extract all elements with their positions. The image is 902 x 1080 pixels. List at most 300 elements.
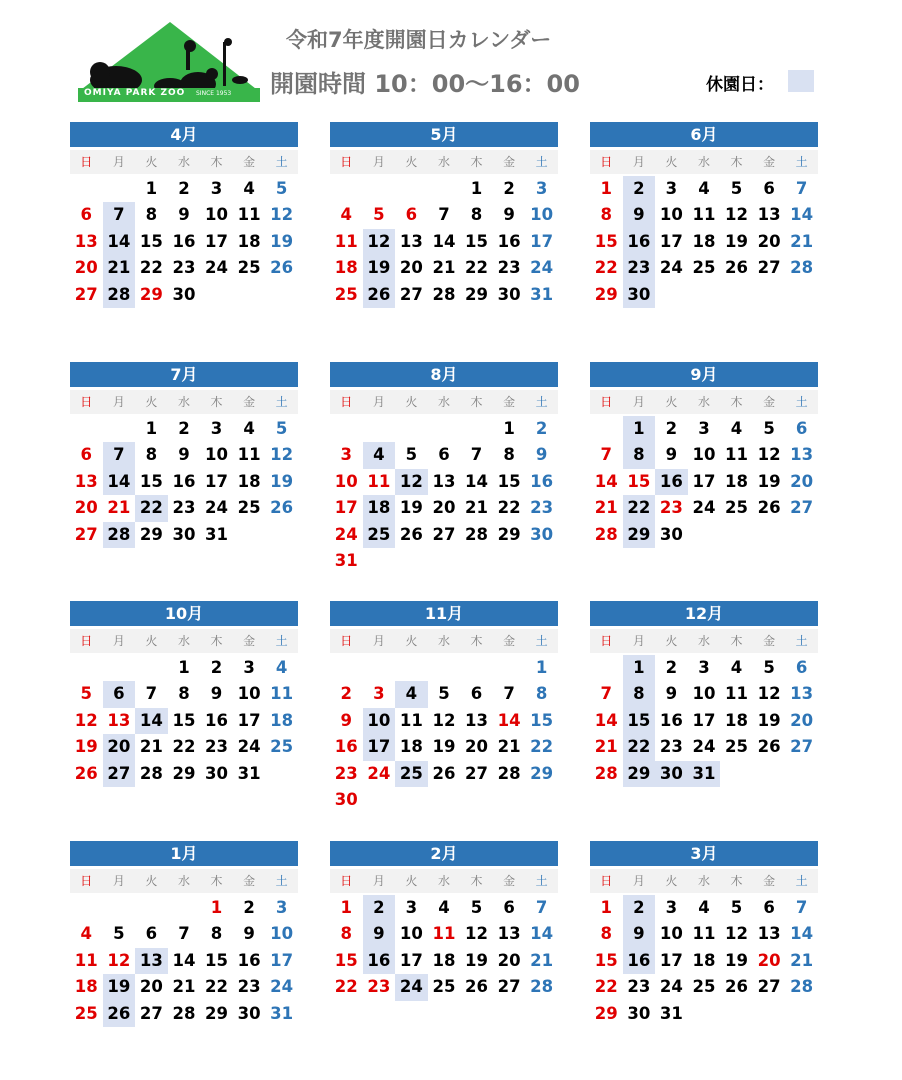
day-cell: 4 [438,898,450,917]
weekday-row [330,869,558,893]
day-cell: 12 [432,710,456,730]
day-cell: 10 [659,924,683,944]
weekday-label: 金 [503,874,516,888]
empty-cell [428,655,461,681]
day-cell: 27 [497,977,521,997]
closed-day-cell: 22 [623,734,656,760]
day-cell: 3 [665,179,678,198]
day-cell: 5 [438,684,450,704]
day-cell: 26 [270,498,294,518]
day-cell: 16 [497,231,521,251]
day-cell: 18 [432,950,456,970]
closed-day-cell: 26 [363,282,396,308]
day-cell: 3 [535,179,548,198]
day-cell: 28 [139,763,163,783]
day-cell: 4 [243,179,255,198]
day-cell: 2 [243,898,255,917]
day-cell: 17 [530,231,554,251]
day-cell: 1 [145,179,158,198]
weekday-label: 土 [795,395,808,409]
month-header: 4月 [70,122,298,147]
day-cell: 1 [178,658,190,677]
day-cell: 9 [340,710,353,730]
day-cell: 24 [659,977,683,997]
day-cell: 25 [334,284,358,304]
day-cell: 16 [659,710,683,730]
day-cell: 22 [497,498,521,518]
day-cell: 25 [725,498,749,518]
empty-cell [395,416,428,442]
day-cell: 24 [205,258,229,278]
day-cell: 14 [790,205,814,225]
weekday-label: 月 [112,634,125,648]
month-block [330,122,558,308]
weekday-label: 月 [632,395,645,409]
weekday-label: 火 [145,155,158,169]
day-cell: 19 [757,710,781,730]
day-cell: 7 [145,684,158,704]
closed-day-cell: 17 [363,734,396,760]
weekday-label: 日 [80,634,93,648]
day-cell: 17 [659,950,683,970]
weekday-label: 水 [177,155,190,169]
weekday-label: 月 [632,634,645,648]
closed-day-cell: 22 [135,495,168,521]
day-cell: 17 [334,498,358,518]
empty-cell [70,416,103,442]
day-cell: 28 [790,977,814,997]
day-cell: 29 [172,763,196,783]
day-cell: 20 [790,710,814,730]
weekday-row [590,150,818,174]
day-cell: 12 [270,205,294,225]
day-cell: 14 [172,950,196,970]
day-cell: 17 [205,231,229,251]
closed-day-cell: 7 [103,202,136,228]
day-cell: 24 [692,737,716,757]
day-cell: 5 [730,179,743,198]
day-cell: 19 [399,498,423,518]
closed-day-swatch [788,70,814,92]
weekday-label: 月 [112,874,125,888]
weekday-label: 金 [243,155,256,169]
day-cell: 25 [692,977,716,997]
empty-cell [70,655,103,681]
day-cell: 2 [178,419,190,438]
day-grid [590,176,818,308]
day-cell: 29 [205,1003,229,1023]
weekday-label: 金 [763,874,776,888]
day-grid [330,655,558,813]
day-cell: 11 [334,231,358,251]
day-cell: 4 [275,658,288,677]
day-cell: 20 [497,950,521,970]
empty-cell [135,655,168,681]
day-cell: 2 [178,179,190,198]
day-cell: 22 [465,258,489,278]
month-header: 8月 [330,362,558,387]
day-cell: 25 [237,258,261,278]
weekday-row [330,150,558,174]
day-cell: 21 [790,950,814,970]
day-cell: 6 [470,684,483,704]
day-cell: 18 [399,737,423,757]
day-cell: 15 [205,950,229,970]
empty-cell [428,416,461,442]
closed-day-cell: 16 [363,948,396,974]
day-cell: 15 [139,471,163,491]
day-cell: 10 [334,471,358,491]
weekday-label: 土 [535,874,548,888]
weekday-label: 火 [145,395,158,409]
closed-day-cell: 29 [623,522,656,548]
closed-day-cell: 12 [363,229,396,255]
day-cell: 3 [405,898,418,917]
day-cell: 24 [692,498,716,518]
empty-cell [363,176,396,202]
day-cell: 3 [373,684,385,704]
weekday-label: 木 [470,155,483,169]
weekday-label: 土 [795,155,808,169]
day-cell: 15 [465,231,489,251]
day-cell: 11 [399,710,423,730]
day-cell: 23 [205,737,229,757]
month-block [590,362,818,548]
empty-cell [363,655,396,681]
day-cell: 30 [334,789,358,809]
weekday-row [330,390,558,414]
weekday-label: 水 [177,395,190,409]
day-cell: 18 [692,231,716,251]
day-cell: 26 [399,524,423,544]
closed-day-cell: 31 [688,761,721,787]
empty-cell [590,655,623,681]
closed-day-cell: 9 [363,921,396,947]
day-cell: 17 [399,950,423,970]
closed-day-cell: 1 [623,655,656,681]
month-block [70,362,298,548]
closed-day-cell: 10 [363,708,396,734]
day-cell: 23 [367,977,391,997]
day-cell: 13 [432,471,456,491]
day-cell: 7 [178,924,190,944]
weekday-row [70,150,298,174]
day-cell: 15 [594,231,618,251]
day-cell: 20 [790,471,814,491]
weekday-label: 日 [340,634,353,648]
day-cell: 9 [503,205,515,225]
day-cell: 21 [432,258,456,278]
day-cell: 24 [237,737,261,757]
empty-cell [103,655,136,681]
weekday-label: 水 [177,634,190,648]
day-cell: 22 [594,258,618,278]
day-cell: 6 [795,419,808,438]
month-header: 11月 [330,601,558,626]
weekday-label: 月 [112,155,125,169]
weekday-label: 土 [535,395,548,409]
closed-day-cell: 25 [395,761,428,787]
day-cell: 15 [334,950,358,970]
day-cell: 10 [530,205,554,225]
day-cell: 19 [725,231,749,251]
day-cell: 2 [340,684,353,704]
closed-day-cell: 30 [655,761,688,787]
empty-cell [103,176,136,202]
day-cell: 4 [698,179,710,198]
day-cell: 14 [594,471,618,491]
day-cell: 14 [790,924,814,944]
day-cell: 4 [730,419,743,438]
day-cell: 30 [237,1003,261,1023]
day-cell: 1 [600,898,613,917]
day-cell: 30 [659,524,683,544]
day-cell: 13 [790,445,814,465]
day-cell: 1 [340,898,353,917]
weekday-row [70,629,298,653]
day-cell: 19 [74,737,98,757]
weekday-label: 木 [470,395,483,409]
day-cell: 3 [340,445,353,465]
weekday-label: 月 [112,395,125,409]
empty-cell [460,416,493,442]
day-cell: 14 [432,231,456,251]
empty-cell [330,176,363,202]
day-cell: 23 [659,737,683,757]
closed-day-cell: 16 [623,229,656,255]
day-cell: 30 [172,284,196,304]
day-cell: 30 [530,524,554,544]
calendar-title: 令和7年度開園日カレンダー [286,28,552,52]
day-cell: 26 [465,977,489,997]
day-cell: 2 [665,419,678,438]
day-cell: 21 [790,231,814,251]
day-cell: 25 [432,977,456,997]
day-cell: 5 [80,684,93,704]
day-cell: 18 [237,471,261,491]
day-grid [330,416,558,574]
day-cell: 3 [665,898,678,917]
weekday-label: 水 [437,874,450,888]
day-cell: 19 [270,471,294,491]
day-cell: 12 [725,924,749,944]
day-cell: 16 [334,737,358,757]
closed-day-cell: 15 [623,708,656,734]
day-cell: 8 [600,205,613,225]
day-cell: 20 [465,737,489,757]
day-cell: 8 [145,445,158,465]
weekday-label: 木 [470,874,483,888]
day-cell: 23 [172,498,196,518]
day-cell: 2 [665,658,678,677]
day-cell: 13 [399,231,423,251]
day-cell: 9 [178,205,190,225]
month-header: 3月 [590,841,818,866]
weekday-row [330,629,558,653]
closed-day-cell: 6 [103,681,136,707]
day-cell: 26 [757,737,781,757]
day-cell: 8 [178,684,190,704]
closed-day-cell: 14 [103,469,136,495]
day-cell: 8 [535,684,548,704]
day-cell: 12 [74,710,98,730]
day-cell: 5 [763,658,775,677]
day-cell: 14 [497,710,521,730]
day-cell: 4 [698,898,710,917]
day-cell: 29 [139,284,163,304]
day-cell: 5 [405,445,418,465]
opening-hours: 開園時間 10：00～16：00 [270,70,580,98]
day-cell: 12 [725,205,749,225]
weekday-label: 土 [275,155,288,169]
day-cell: 4 [340,205,353,225]
day-cell: 13 [74,231,98,251]
day-cell: 18 [334,258,358,278]
day-cell: 11 [725,684,749,704]
weekday-label: 水 [697,634,710,648]
weekday-label: 土 [535,634,548,648]
day-grid [330,895,558,1001]
day-cell: 27 [757,258,781,278]
day-cell: 17 [205,471,229,491]
day-cell: 8 [340,924,353,944]
day-cell: 20 [74,498,98,518]
day-cell: 18 [237,231,261,251]
day-cell: 7 [600,445,613,465]
closed-day-cell: 2 [363,895,396,921]
day-cell: 1 [210,898,223,917]
day-cell: 20 [139,977,163,997]
day-cell: 28 [172,1003,196,1023]
day-cell: 28 [530,977,554,997]
day-cell: 7 [795,179,808,198]
day-cell: 3 [698,419,710,438]
closed-day-cell: 18 [363,495,396,521]
month-header: 5月 [330,122,558,147]
day-cell: 21 [530,950,554,970]
day-cell: 11 [270,684,294,704]
day-cell: 8 [145,205,158,225]
weekday-label: 木 [730,395,743,409]
day-cell: 27 [399,284,423,304]
day-cell: 13 [757,205,781,225]
day-cell: 17 [692,471,716,491]
day-cell: 15 [497,471,521,491]
month-block [590,601,818,787]
day-cell: 29 [594,1003,618,1023]
day-cell: 16 [172,231,196,251]
empty-cell [395,176,428,202]
day-cell: 21 [172,977,196,997]
day-cell: 28 [465,524,489,544]
weekday-label: 火 [405,395,418,409]
day-cell: 14 [530,924,554,944]
month-block [70,841,298,1027]
day-cell: 15 [139,231,163,251]
day-grid [70,655,298,787]
weekday-label: 水 [697,395,710,409]
weekday-label: 金 [243,874,256,888]
day-cell: 25 [270,737,294,757]
day-cell: 19 [725,950,749,970]
closed-day-cell: 12 [395,469,428,495]
month-header: 2月 [330,841,558,866]
day-cell: 27 [432,524,456,544]
day-cell: 5 [113,924,125,944]
weekday-label: 日 [340,155,353,169]
day-cell: 19 [270,231,294,251]
day-cell: 5 [275,419,288,438]
day-cell: 28 [790,258,814,278]
day-cell: 22 [205,977,229,997]
day-cell: 11 [692,205,716,225]
weekday-label: 日 [80,395,93,409]
month-header: 7月 [70,362,298,387]
day-cell: 15 [627,471,651,491]
day-cell: 1 [503,419,515,438]
day-cell: 20 [432,498,456,518]
weekday-label: 木 [730,634,743,648]
weekday-label: 日 [600,634,613,648]
day-cell: 9 [243,924,255,944]
closed-day-cell: 7 [103,442,136,468]
day-cell: 19 [757,471,781,491]
day-cell: 27 [74,284,98,304]
weekday-label: 月 [372,155,385,169]
weekday-label: 日 [80,874,93,888]
weekday-label: 火 [665,395,678,409]
month-block [590,122,818,308]
weekday-label: 水 [177,874,190,888]
empty-cell [590,416,623,442]
day-cell: 24 [530,258,554,278]
day-cell: 28 [594,763,618,783]
empty-cell [363,416,396,442]
day-cell: 22 [594,977,618,997]
month-header: 12月 [590,601,818,626]
day-cell: 31 [270,1003,294,1023]
day-cell: 20 [757,950,781,970]
day-cell: 23 [237,977,261,997]
empty-cell [493,655,526,681]
weekday-label: 木 [730,874,743,888]
day-grid [590,655,818,787]
closed-day-cell: 4 [395,681,428,707]
month-header: 9月 [590,362,818,387]
closed-day-cell: 13 [135,948,168,974]
day-cell: 30 [205,763,229,783]
closed-day-cell: 19 [363,255,396,281]
day-cell: 29 [465,284,489,304]
weekday-label: 土 [795,634,808,648]
day-cell: 11 [692,924,716,944]
closed-day-cell: 4 [363,442,396,468]
day-cell: 21 [497,737,521,757]
day-cell: 25 [237,498,261,518]
weekday-label: 土 [535,155,548,169]
day-cell: 26 [725,977,749,997]
day-cell: 16 [172,471,196,491]
day-cell: 8 [470,205,483,225]
page-header [0,0,902,110]
closed-day-cell: 29 [623,761,656,787]
weekday-label: 月 [372,874,385,888]
closed-day-cell: 22 [623,495,656,521]
day-cell: 1 [600,179,613,198]
day-cell: 13 [74,471,98,491]
day-cell: 11 [367,471,391,491]
day-cell: 27 [790,498,814,518]
